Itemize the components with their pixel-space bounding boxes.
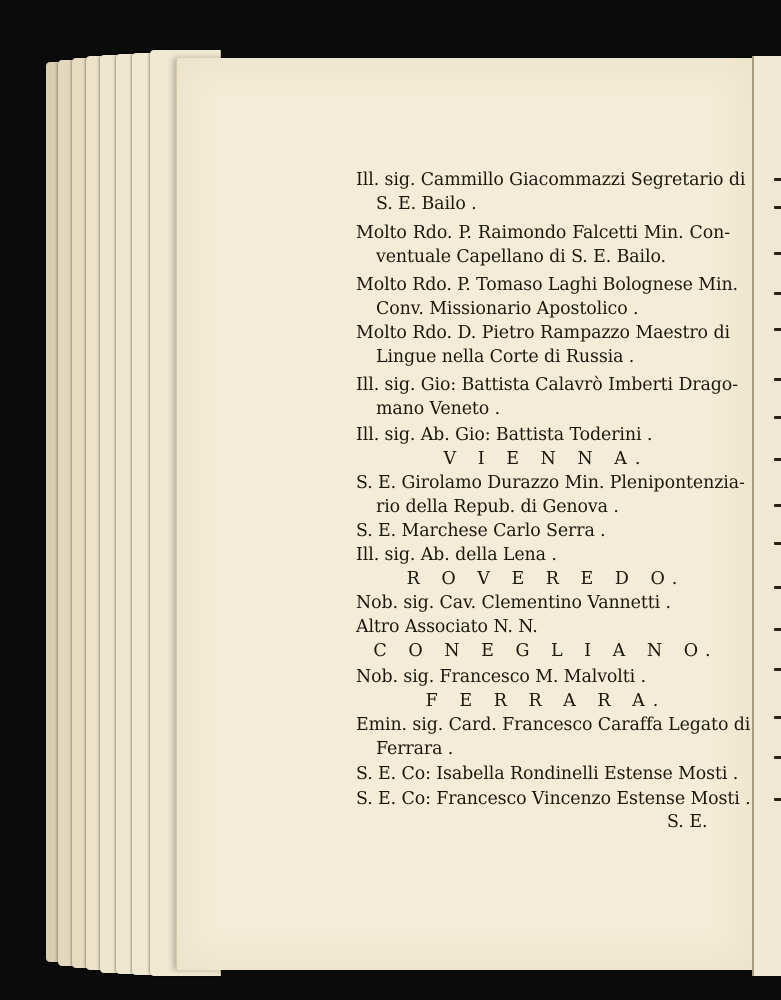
text-line: ventuale Capellano di S. E. Bailo. [376, 247, 666, 267]
text-line: Altro Associato N. N. [356, 617, 538, 637]
text-line: S. E. Girolamo Durazzo Min. Plenipontenzia- [356, 473, 745, 493]
text-line: Ferrara . [376, 739, 454, 759]
catchword: S. E. [667, 812, 708, 832]
text-line: Ill. sig. Cammillo Giacommazzi Segretario di [356, 170, 746, 190]
city-heading: F E R R A R A. [425, 691, 667, 711]
text-line: Emin. sig. Card. Francesco Caraffa Legato di [356, 715, 751, 735]
text-line: Nob. sig. Cav. Clementino Vannetti . [356, 593, 671, 613]
text-line: rio della Repub. di Genova . [376, 497, 619, 517]
text-line: S. E. Bailo . [376, 194, 477, 214]
facing-page-edge [752, 56, 781, 976]
facing-text-fragment [774, 716, 781, 719]
facing-text-fragment [774, 416, 781, 419]
city-heading: C O N E G L I A N O. [373, 641, 719, 661]
text-line: Molto Rdo. P. Tomaso Laghi Bolognese Min. [356, 275, 738, 295]
facing-text-fragment [774, 328, 781, 331]
facing-text-fragment [774, 628, 781, 631]
facing-text-fragment [774, 206, 781, 209]
text-line: Molto Rdo. D. Pietro Rampazzo Maestro di [356, 323, 730, 343]
text-line: S. E. Co: Isabella Rondinelli Estense Mosti . [356, 764, 739, 784]
facing-text-fragment [774, 378, 781, 381]
text-line: Nob. sig. Francesco M. Malvolti . [356, 667, 646, 687]
text-line: mano Veneto . [376, 399, 501, 419]
text-line: S. E. Marchese Carlo Serra . [356, 521, 606, 541]
text-line: Ill. sig. Ab. della Lena . [356, 545, 557, 565]
facing-text-fragment [774, 178, 781, 181]
facing-text-fragment [774, 798, 781, 801]
text-line: Ill. sig. Gio: Battista Calavrò Imberti Drago- [356, 375, 738, 395]
city-heading: R O V E R E D O. [406, 569, 686, 589]
city-heading: V I E N N A. [443, 449, 649, 469]
facing-text-fragment [774, 668, 781, 671]
text-line: Lingue nella Corte di Russia . [376, 347, 635, 367]
text-line: Conv. Missionario Apostolico . [376, 299, 639, 319]
facing-text-fragment [774, 586, 781, 589]
text-line: S. E. Co: Francesco Vincenzo Estense Mosti . [356, 789, 751, 809]
text-line: Molto Rdo. P. Raimondo Falcetti Min. Con- [356, 223, 730, 243]
facing-text-fragment [774, 252, 781, 255]
text-line: Ill. sig. Ab. Gio: Battista Toderini . [356, 425, 653, 445]
facing-text-fragment [774, 504, 781, 507]
facing-text-fragment [774, 292, 781, 295]
facing-text-fragment [774, 756, 781, 759]
facing-text-fragment [774, 458, 781, 461]
facing-text-fragment [774, 542, 781, 545]
